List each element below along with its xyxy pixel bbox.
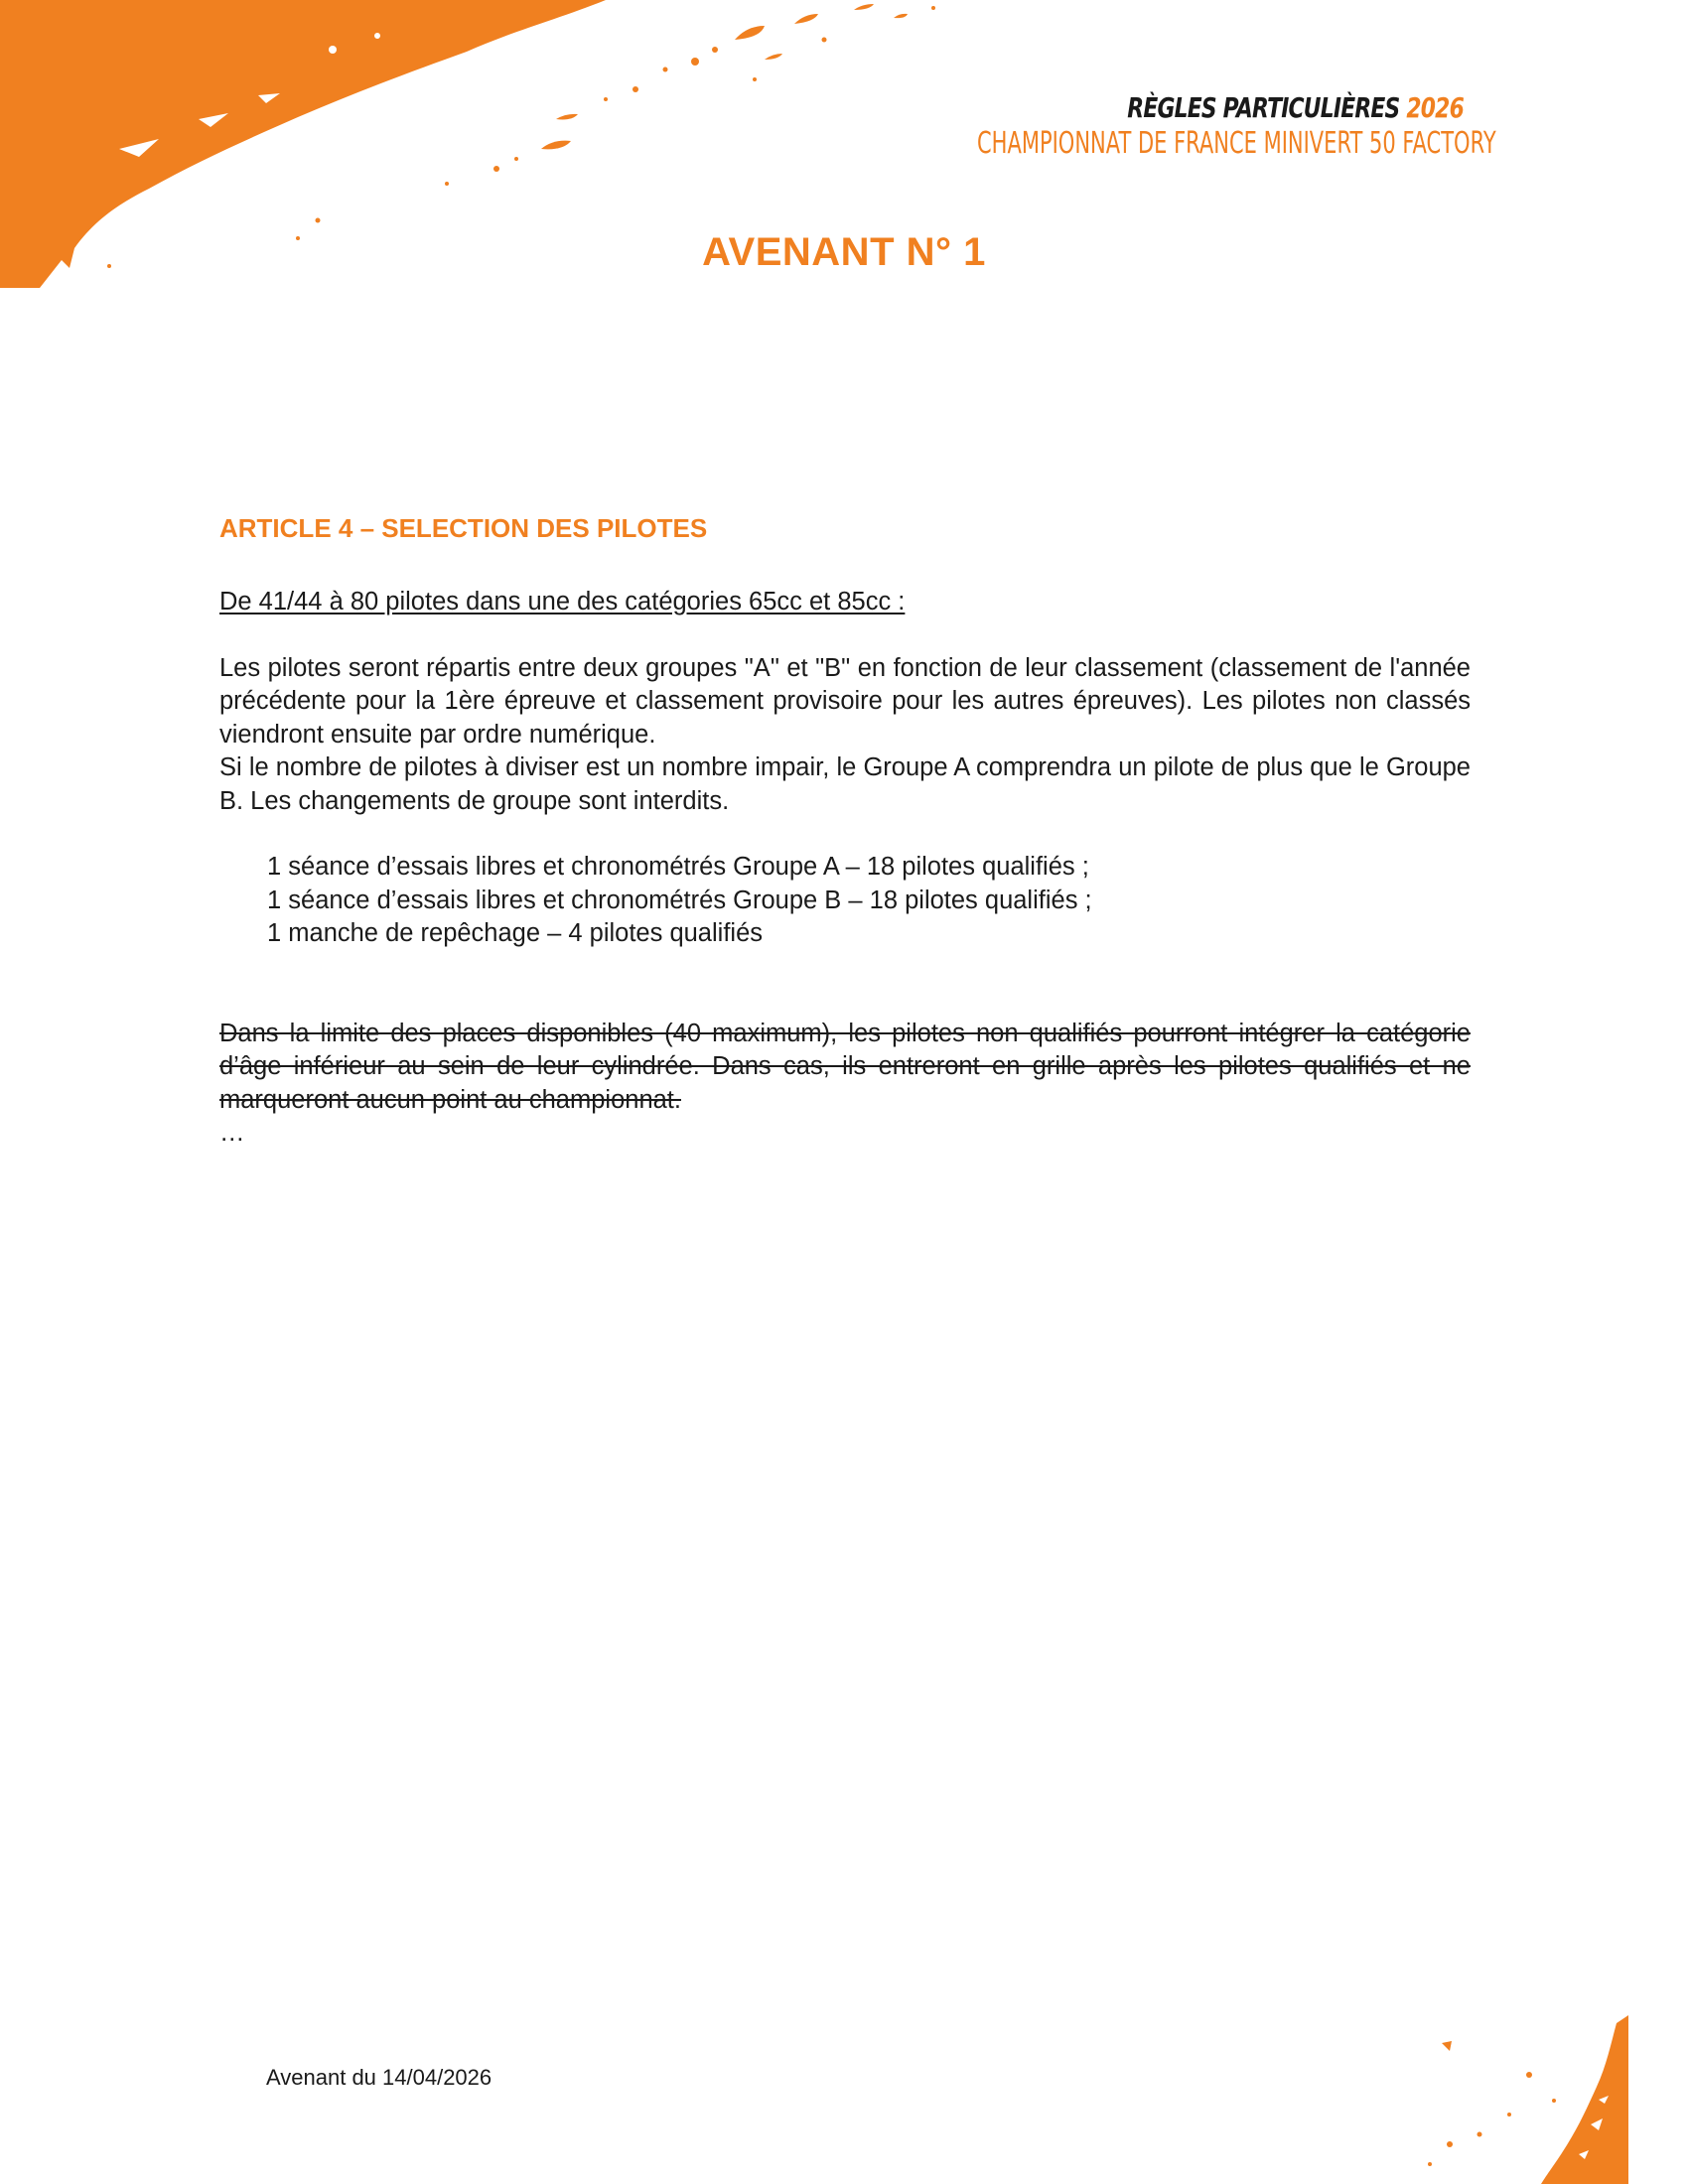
list-item: 1 manche de repêchage – 4 pilotes qualifiés bbox=[267, 919, 764, 947]
document-body bbox=[219, 508, 1471, 1150]
header-subtitle: CHAMPIONNAT DE FRANCE MINIVERT 50 FACTORY bbox=[977, 126, 1496, 161]
document-title: AVENANT N° 1 bbox=[702, 230, 986, 274]
header-title-year: 2026 bbox=[1406, 91, 1464, 124]
brush-stroke-bottom-decoration bbox=[1331, 2005, 1688, 2184]
sessions-list bbox=[219, 851, 1471, 951]
article-heading: ARTICLE 4 – SELECTION DES PILOTES bbox=[219, 513, 708, 543]
paragraph-groups: Les pilotes seront répartis entre deux groupes "A" et "B" en fonction de leur classement (classement de l'année précédente pour la 1ère épreuve et classement provisoire pour les autres épreuves). Les pilotes non classés viendront ensuite par ordre numérique. bbox=[219, 653, 1471, 749]
paragraph-odd-number: Si le nombre de pilotes à diviser est un nombre impair, le Groupe A comprendra un pilote de plus que le Groupe B. Les changements de groupe sont interdits. bbox=[219, 753, 1471, 815]
section-subheading: De 41/44 à 80 pilotes dans une des catégories 65cc et 85cc : bbox=[219, 588, 906, 615]
header-title-main: RÈGLES PARTICULIÈRES bbox=[1127, 91, 1400, 124]
document-header bbox=[769, 91, 1496, 163]
list-item: 1 séance d’essais libres et chronométrés Groupe B – 18 pilotes qualifiés ; bbox=[267, 886, 1092, 914]
continuation-ellipsis: … bbox=[219, 1119, 245, 1147]
footer-date: Avenant du 14/04/2026 bbox=[266, 2065, 492, 2090]
header-title bbox=[921, 91, 1464, 125]
struck-through-paragraph: Dans la limite des places disponibles (40 maximum), les pilotes non qualifiés pourront intégrer la catégorie d’âge inférieur au sein de leur cylindrée. Dans cas, ils entreront en grille après les pilotes qualifiés et ne marqueront aucun point au championnat. bbox=[219, 1019, 1471, 1114]
list-item: 1 séance d’essais libres et chronométrés Groupe A – 18 pilotes qualifiés ; bbox=[267, 853, 1089, 881]
